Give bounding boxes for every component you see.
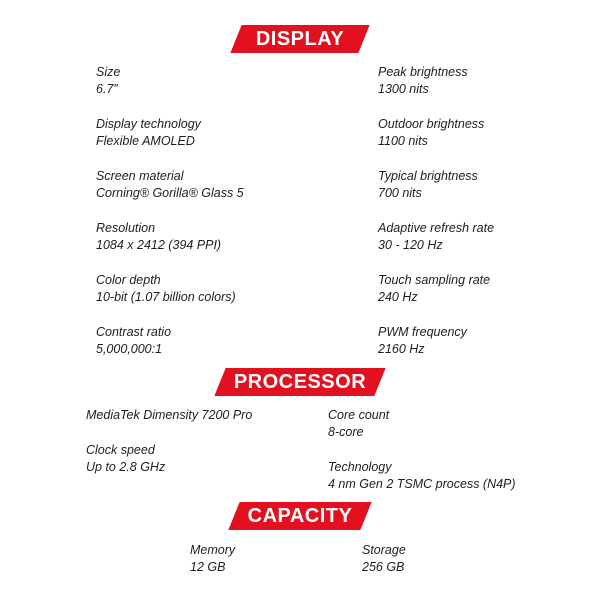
- spec-label: Core count: [328, 408, 390, 422]
- section-title-processor: PROCESSOR: [233, 370, 367, 393]
- spec-resolution: [96, 220, 221, 254]
- spec-chipset: [86, 407, 252, 424]
- spec-label: Adaptive refresh rate: [378, 221, 495, 235]
- spec-technology: [328, 459, 516, 493]
- capacity-section-banner: [234, 502, 366, 530]
- spec-value: Corning® Gorilla® Glass 5: [96, 186, 244, 200]
- spec-clock-speed: [86, 442, 165, 476]
- display-section-banner: [236, 25, 364, 53]
- section-title-display: DISPLAY: [255, 27, 345, 50]
- spec-screen-material: [96, 168, 244, 202]
- spec-typical-brightness: [378, 168, 478, 202]
- spec-storage: [362, 542, 406, 576]
- spec-value: 8-core: [328, 425, 364, 439]
- spec-value: 700 nits: [378, 186, 422, 200]
- spec-value: 5,000,000:1: [96, 342, 163, 356]
- spec-label: Contrast ratio: [96, 325, 172, 339]
- spec-display-technology: [96, 116, 201, 150]
- spec-core-count: [328, 407, 389, 441]
- spec-contrast-ratio: [96, 324, 171, 358]
- spec-value: 4 nm Gen 2 TSMC process (N4P): [328, 477, 516, 491]
- spec-value: 1084 x 2412 (394 PPI): [96, 238, 222, 252]
- spec-color-depth: [96, 272, 236, 306]
- spec-pwm-frequency: [378, 324, 467, 358]
- spec-label: Storage: [362, 543, 406, 557]
- spec-label: PWM frequency: [378, 325, 467, 339]
- spec-outdoor-brightness: [378, 116, 484, 150]
- spec-value: 10-bit (1.07 billion colors): [96, 290, 236, 304]
- spec-value: 256 GB: [362, 560, 405, 574]
- spec-value: MediaTek Dimensity 7200 Pro: [86, 408, 253, 422]
- spec-value: 1300 nits: [378, 82, 429, 96]
- spec-value: 6.7”: [96, 82, 118, 96]
- spec-value: 1100 nits: [378, 134, 428, 148]
- spec-adaptive-refresh-rate: [378, 220, 494, 254]
- spec-peak-brightness: [378, 64, 468, 98]
- spec-value: Up to 2.8 GHz: [86, 460, 166, 474]
- spec-label: Touch sampling rate: [378, 273, 491, 287]
- spec-label: Technology: [328, 460, 392, 474]
- spec-value: 2160 Hz: [378, 342, 425, 356]
- spec-label: Color depth: [96, 273, 161, 287]
- spec-label: Typical brightness: [378, 169, 478, 183]
- spec-label: Clock speed: [86, 443, 155, 457]
- spec-touch-sampling-rate: [378, 272, 490, 306]
- spec-label: Resolution: [96, 221, 156, 235]
- spec-size: [96, 64, 120, 98]
- spec-label: Size: [96, 65, 121, 79]
- spec-label: Display technology: [96, 117, 201, 131]
- spec-label: Screen material: [96, 169, 184, 183]
- spec-label: Memory: [190, 543, 236, 557]
- processor-section-banner: [220, 368, 380, 396]
- spec-value: 12 GB: [190, 560, 226, 574]
- section-title-capacity: CAPACITY: [247, 504, 353, 527]
- spec-value: 30 - 120 Hz: [378, 238, 443, 252]
- spec-value: 240 Hz: [378, 290, 418, 304]
- spec-label: Peak brightness: [378, 65, 468, 79]
- spec-label: Outdoor brightness: [378, 117, 485, 131]
- spec-memory: [190, 542, 235, 576]
- spec-value: Flexible AMOLED: [96, 134, 195, 148]
